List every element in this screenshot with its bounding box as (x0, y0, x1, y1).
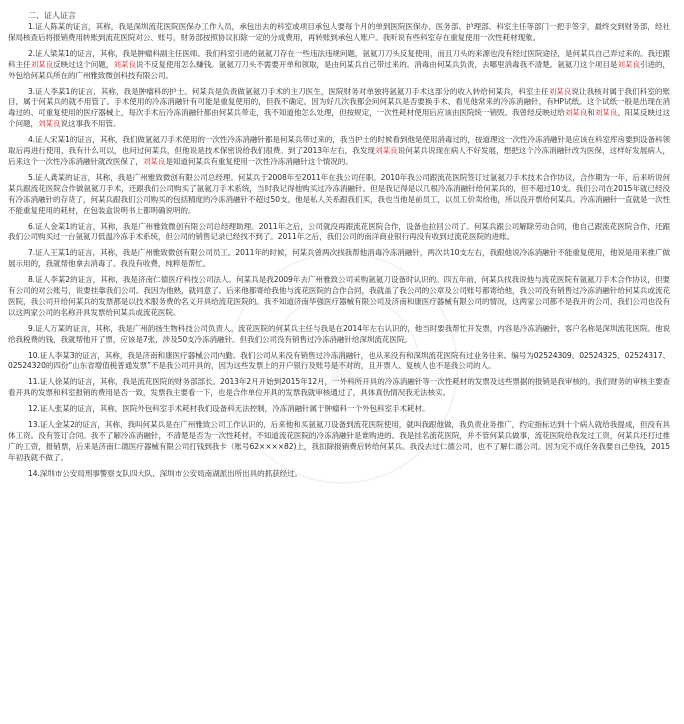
paragraph-text: 13.证人金某2的证言，其称，我叫何某兵是在广州雅致公司工作认识的，后来他和买氩氦刀设备到流花医院使用，就叫我跟他做，我负责业务推广，约定指标达到十个病人就给我提成，但没有具体工资。没有签订合同。我不了解冷冻消融针，不清楚是否为一次性耗材，不知道流花医院的冷冻消融针是谁购进的。我是挂名流花医院，并不管何某兵做事，流花医院给我发过工资，何某兵还打过推广的工资，报销票，后来是济南仁德医疗器械有限公司打钱到我卡（账号62××××82)上，我扣除报销费后转给何某兵。我没去过仁德公司，也不了解仁德公司。因为完不成任务我要自己垫钱，2015年初我就不做了。 (8, 420, 670, 462)
paragraph-text: 是知道何某兵有重复使用一次性冷冻消融针这个情况的。 (165, 156, 353, 166)
paragraph-text: 10.证人李某3的证言，其称，我是济南和康医疗器械公司内勤。我们公司从来没有销售过冷冻消融针，也从来没有和深圳流花医院有过业务往来。编号为02524309、02524325、02524317、02524320的四份“山东省增值税普通发票”不是我公司开具的，因为这些发票上的开户银行及账号是不对的，且开票人、复核人也不是我公司的人。 (8, 350, 670, 371)
paragraph-text: 6.证人金某1的证言，其称，我是广州雅致微创有限公司总经理助理。2011年之后，公司就没再跟流花医院合作，设备也拉回公司了。何某兵跟公司解除劳动合同，他自己跟流花医院合作，还跟我们公司购买过一台氩氦刀低温冷冻手术系统，但公司的销售记录已经找不到了。2011年之后，我们公司的南洋商业银行再没有收到过流花医院的进账。 (8, 221, 670, 242)
testimony-paragraph (8, 248, 670, 270)
section-heading: 二、证人证言 (28, 11, 76, 20)
testimony-paragraph (8, 49, 670, 82)
paragraph-text: 和 (587, 108, 595, 118)
highlighted-name: 刘某良 (113, 59, 136, 69)
testimony-paragraph (8, 275, 670, 319)
testimony-paragraph (8, 377, 670, 399)
highlighted-name: 刘某良 (594, 108, 618, 118)
testimony-paragraph (8, 87, 670, 131)
paragraph-text: 说何某兵说现在病人不好发展，想把这个冷冻消融针改为医保，这样好发展病人，后来这个一次性冷冻消融针就改医保了， (8, 146, 670, 166)
paragraph-text: 14.深圳市公安局刑事警察支队四大队、深圳市公安局南湖派出所出具的抓获经过。 (28, 468, 303, 478)
paragraph-text: 1.证人陈某的证言，其称，我是深圳流花医院医保办工作人员，承包出去的科室或项目承包人要每个月的单到医院医保办、医务部、护理部、科室主任等部门一把手签字，最终交到财务部，经社保局核查后将报销费用转账到流花医院对公、账号，财务部按照协议扣除一定的分成费用，再转账到承包人账户。我听说有些科室存在重复使用一次性耗材现象。 (8, 22, 670, 42)
paragraph-text: 12.证人张某的证言，其称，医院外包科室手术耗材我们设备科无法控制，冷冻消融针属于肿瘤科一个外包科室手术耗材。 (28, 404, 430, 414)
paragraph-text: 2.证人梁某1的证言，其称，我是肿瘤科副主任医师。我们科室引进的氩氦刀存在一些违法违规问题，氩氦刀刀头反复使用，而且刀头的来源也没有经过医院途径，是何某兵自己弄过来的。我还跟科主任 (8, 48, 670, 69)
highlighted-name: 刘某良 (617, 59, 640, 69)
paragraph-text: 3.证人李某1的证言，其称，我是肿瘤科的护士。何某兵是负责做氩氦刀手术的主刀医生，医院财务对单独将氩氦刀手术这部分的收入转给何某兵，科室主任 (28, 86, 549, 96)
paragraph-text: 5.证人龚某的证言，其称，我是广州雅致微创有限公司总经理。何某兵于2008年至2011年在我公司任职。2010年我公司跟流花医院签订过氩氦刀手术技术合作协议，合作期为一年，后来听说何某兵跟流花医院合作做氩氦刀手术，还跟我们公司购买了氩氦刀手术系统，当时我记得他购买过冷冻消融针。但是我记得是以几根冷冻消融针给何某兵的，但不超过10支。我们公司在2015年就已经没有冷冻消融针的存货了，何某兵跟我们公司购买的包括精度的冷冻消融针不超过50支。他是私人关系跟我们买，我也当他是前员工，以员工价卖给他，所以没开票给何某兵。冷冻消融针一直就是一次性不能重复使用的耗材，在包装盒说明书上都明确说明的。 (8, 172, 670, 215)
paragraph-text: 8.证人李某2的证言，其称，我是济南仁德医疗科技公司法人。何某兵是我2009年去广州雅致公司采购氩氦刀设备时认识的。四五年前，何某兵找我说他与流花医院有氩氦刀手术合作协议，但要有公司的对公账号，说要挂靠我们公司。我因为他熟，就同意了。后来他都寄给我他与流花医院的合作合同，我就盖了我公司的公章及公司账号都寄给他，我公司没有销售过冷冻消融针给何某兵或流花医院，我公司开给何某兵的发票都是以技术服务费的名义开具给流花医院的。我不知道济南华强医疗器械有限公司及济南和康医疗器械有限公司的情况，这两家公司都不是我开的公司，我们公司也没有以这两家公司的名称开具发票给何某兵或流花医院。 (8, 275, 670, 317)
paragraph-text: 7.证人王某1的证言，其称，我是广州雅致微创有限公司员工。2011年的时候，何某兵曾两次找我帮他消毒冷冻消融针，两次共10支左右，我跟他说冷冻消融针不能重复使用，他说是用来推广做展示用的，我就帮他拿去消毒了。我没有收费，纯粹是帮忙。 (8, 248, 670, 269)
paragraph-text: 引进的，外包给何某兵所在的广州雅致微创科技有限公司。 (8, 59, 671, 80)
testimony-paragraph (8, 351, 670, 373)
paragraph-text: 11.证人徐某的证言，其称，我是流花医院的财务部部长。2013年2月开始到2015年12月，一外科所开具的冷冻消融针等一次性耗材的发票及这些票据的报销是我审核的。我们财务的审核主要查看开具的发票和科室报销的费用是否一致，发票我主要看一下，也是合作单位开具的发票我就审核通过了，具体真伪情况我无法核实。 (8, 377, 670, 398)
testimony-paragraph (8, 222, 670, 244)
testimony-paragraph (8, 404, 670, 415)
paragraph-text: 说让我核对属于我们科室的账目，属于何某兵的就不用管了。手术使用的冷冻消融针有可能是重复使用的，但我不确定。因为好几次我都会问何某兵是否要换手术、看见他常来的冷冻消融针，有HP试纸。这个试纸一般是出现在消毒过的、可重复使用的医疗器械上，每次手术后冷冻消融针都由何某兵带走，我不知道他怎么处理，但按规定，一次性耗材使用后应该由医院统一销毁。我曾经反映过给 (8, 86, 671, 118)
highlighted-name: 刘某良 (37, 119, 61, 129)
paragraph-text: 说这事我不用管。 (60, 119, 121, 129)
highlighted-name: 刘某良 (564, 108, 588, 118)
testimony-paragraph (8, 469, 670, 480)
highlighted-name: 刘某良 (142, 156, 166, 166)
testimony-paragraph (8, 135, 670, 168)
paragraph-text: 4.证人宋某1的证言，其称，我们做氩氦刀手术使用的一次性冷冻消融针都是何某兵带过来的，我当护士的时候看到他是使用消毒过的，按道理这一次性冷冻消融针是应该在科室库房要到设备科领取后再进行使用，我有什么可以，也问过何某兵，但他说是技术保密说给我们很费。到了2013年左右，我发现 (8, 135, 670, 156)
paragraph-text: 9.证人万某的证言，其称，我是广州韵扬生物科技公司负责人。流花医院的何某兵主任与我是在2014年左右认识的，他当时要我帮忙开发票，内容是冷冻消融针，客户名称是深圳流花医院。他说给我税费的钱，我就帮他开了票，应该是7张，涉及50支冷冻消融针。但我们公司没有销售过冷冻消融针给深圳流花医院。 (8, 323, 670, 344)
testimony-paragraph (8, 420, 670, 464)
paragraph-text: 、阳某反映过这个问题， (8, 108, 671, 129)
watermark-seal: ★ (226, 252, 458, 484)
paragraph-text: 说不反复使用怎么赚钱。氩氦刀刀头不需要开单和领取，是由何某兵自己带过来的。消毒由何某兵负责，去哪里消毒我不清楚。氩氦刀这个项目是 (135, 59, 618, 69)
paragraph-text: 反映过这个问题， (53, 59, 114, 69)
highlighted-name: 刘某良 (30, 59, 54, 69)
testimony-list (8, 22, 670, 480)
highlighted-name: 刘某良 (375, 146, 398, 156)
highlighted-name: 刘某良 (548, 86, 572, 96)
testimony-paragraph (8, 324, 670, 346)
testimony-paragraph (8, 173, 670, 217)
testimony-paragraph (8, 22, 670, 44)
